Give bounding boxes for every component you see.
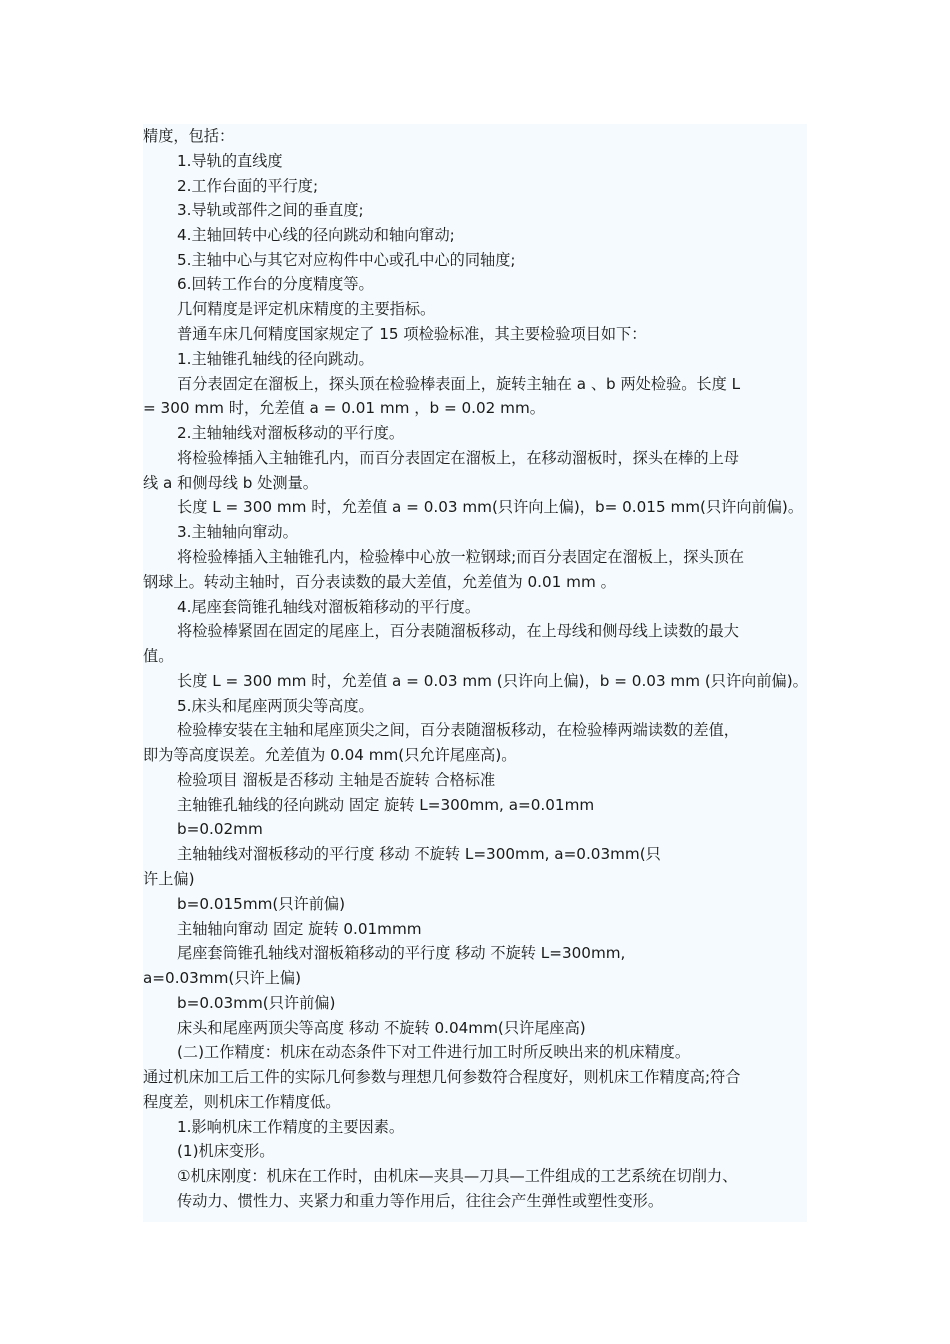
text-line: 尾座套筒锥孔轴线对溜板箱移动的平行度 移动 不旋转 L=300mm, (177, 944, 626, 962)
text-line: 1.主轴锥孔轴线的径向跳动。 (177, 350, 374, 368)
text-line: 4.尾座套筒锥孔轴线对溜板箱移动的平行度。 (177, 598, 481, 616)
text-line: b=0.015mm(只许前偏) (177, 895, 346, 913)
text-line: b=0.03mm(只许前偏) (177, 994, 336, 1012)
text-line: 精度，包括： (143, 127, 235, 145)
text-line: 3.主轴轴向窜动。 (177, 523, 298, 541)
text-line: 2.工作台面的平行度; (177, 177, 319, 195)
text-line: 几何精度是评定机床精度的主要指标。 (177, 300, 436, 318)
text-line: 百分表固定在溜板上，探头顶在检验棒表面上，旋转主轴在 a 、b 两处检验。长度 L (177, 375, 741, 393)
text-line: (二)工作精度：机床在动态条件下对工件进行加工时所反映出来的机床精度。 (177, 1043, 691, 1061)
text-line: 1.导轨的直线度 (177, 152, 283, 170)
text-line: 床头和尾座两顶尖等高度 移动 不旋转 0.04mm(只许尾座高) (177, 1019, 586, 1037)
text-line: 检验棒安装在主轴和尾座顶尖之间，百分表随溜板移动，在检验棒两端读数的差值， (177, 721, 739, 739)
text-line: 钢球上。转动主轴时，百分表读数的最大差值，允差值为 0.01 mm 。 (143, 573, 616, 591)
document-text-block (143, 124, 807, 1222)
text-line: 主轴锥孔轴线的径向跳动 固定 旋转 L=300mm, a=0.01mm (177, 796, 595, 814)
text-line: 值。 (143, 647, 174, 665)
text-line: 传动力、惯性力、夹紧力和重力等作用后，往往会产生弹性或塑性变形。 (177, 1192, 663, 1210)
text-line: (1)机床变形。 (177, 1142, 275, 1160)
text-line: a=0.03mm(只许上偏) (143, 969, 302, 987)
text-line: 通过机床加工后工件的实际几何参数与理想几何参数符合程度好，则机床工作精度高;符合 (143, 1068, 741, 1086)
text-line: 检验项目 溜板是否移动 主轴是否旋转 合格标准 (177, 771, 496, 789)
text-line: = 300 mm 时，允差值 a = 0.01 mm ，b = 0.02 mm。 (143, 399, 545, 417)
text-line: 4.主轴回转中心线的径向跳动和轴向窜动; (177, 226, 455, 244)
text-line: 普通车床几何精度国家规定了 15 项检验标准，其主要检验项目如下： (177, 325, 647, 343)
text-line: 线 a 和侧母线 b 处测量。 (143, 474, 318, 492)
text-line: 2.主轴轴线对溜板移动的平行度。 (177, 424, 405, 442)
text-line: ①机床刚度：机床在工作时，由机床—夹具—刀具—工件组成的工艺系统在切削力、 (177, 1167, 738, 1185)
text-line: 主轴轴线对溜板移动的平行度 移动 不旋转 L=300mm, a=0.03mm(只 (177, 845, 661, 863)
text-line: 6.回转工作台的分度精度等。 (177, 275, 374, 293)
text-line: 将检验棒插入主轴锥孔内，而百分表固定在溜板上，在移动溜板时，探头在棒的上母 (177, 449, 739, 467)
text-line: 1.影响机床工作精度的主要因素。 (177, 1118, 405, 1136)
text-line: 即为等高度误差。允差值为 0.04 mm(只允许尾座高)。 (143, 746, 517, 764)
text-line: 3.导轨或部件之间的垂直度; (177, 201, 364, 219)
text-line: b=0.02mm (177, 820, 263, 838)
text-line: 长度 L = 300 mm 时，允差值 a = 0.03 mm(只许向上偏)，b= 0.015 mm(只许向前偏)。 (177, 498, 804, 516)
text-line: 5.床头和尾座两顶尖等高度。 (177, 697, 374, 715)
text-line: 许上偏) (143, 870, 195, 888)
text-line: 程度差，则机床工作精度低。 (143, 1093, 341, 1111)
text-line: 5.主轴中心与其它对应构件中心或孔中心的同轴度; (177, 251, 516, 269)
text-line: 将检验棒紧固在固定的尾座上，百分表随溜板移动，在上母线和侧母线上读数的最大 (177, 622, 739, 640)
text-line: 长度 L = 300 mm 时，允差值 a = 0.03 mm (只许向上偏)，b = 0.03 mm (只许向前偏)。 (177, 672, 808, 690)
text-line: 将检验棒插入主轴锥孔内，检验棒中心放一粒钢球;而百分表固定在溜板上，探头顶在 (177, 548, 745, 566)
text-line: 主轴轴向窜动 固定 旋转 0.01mmm (177, 920, 422, 938)
